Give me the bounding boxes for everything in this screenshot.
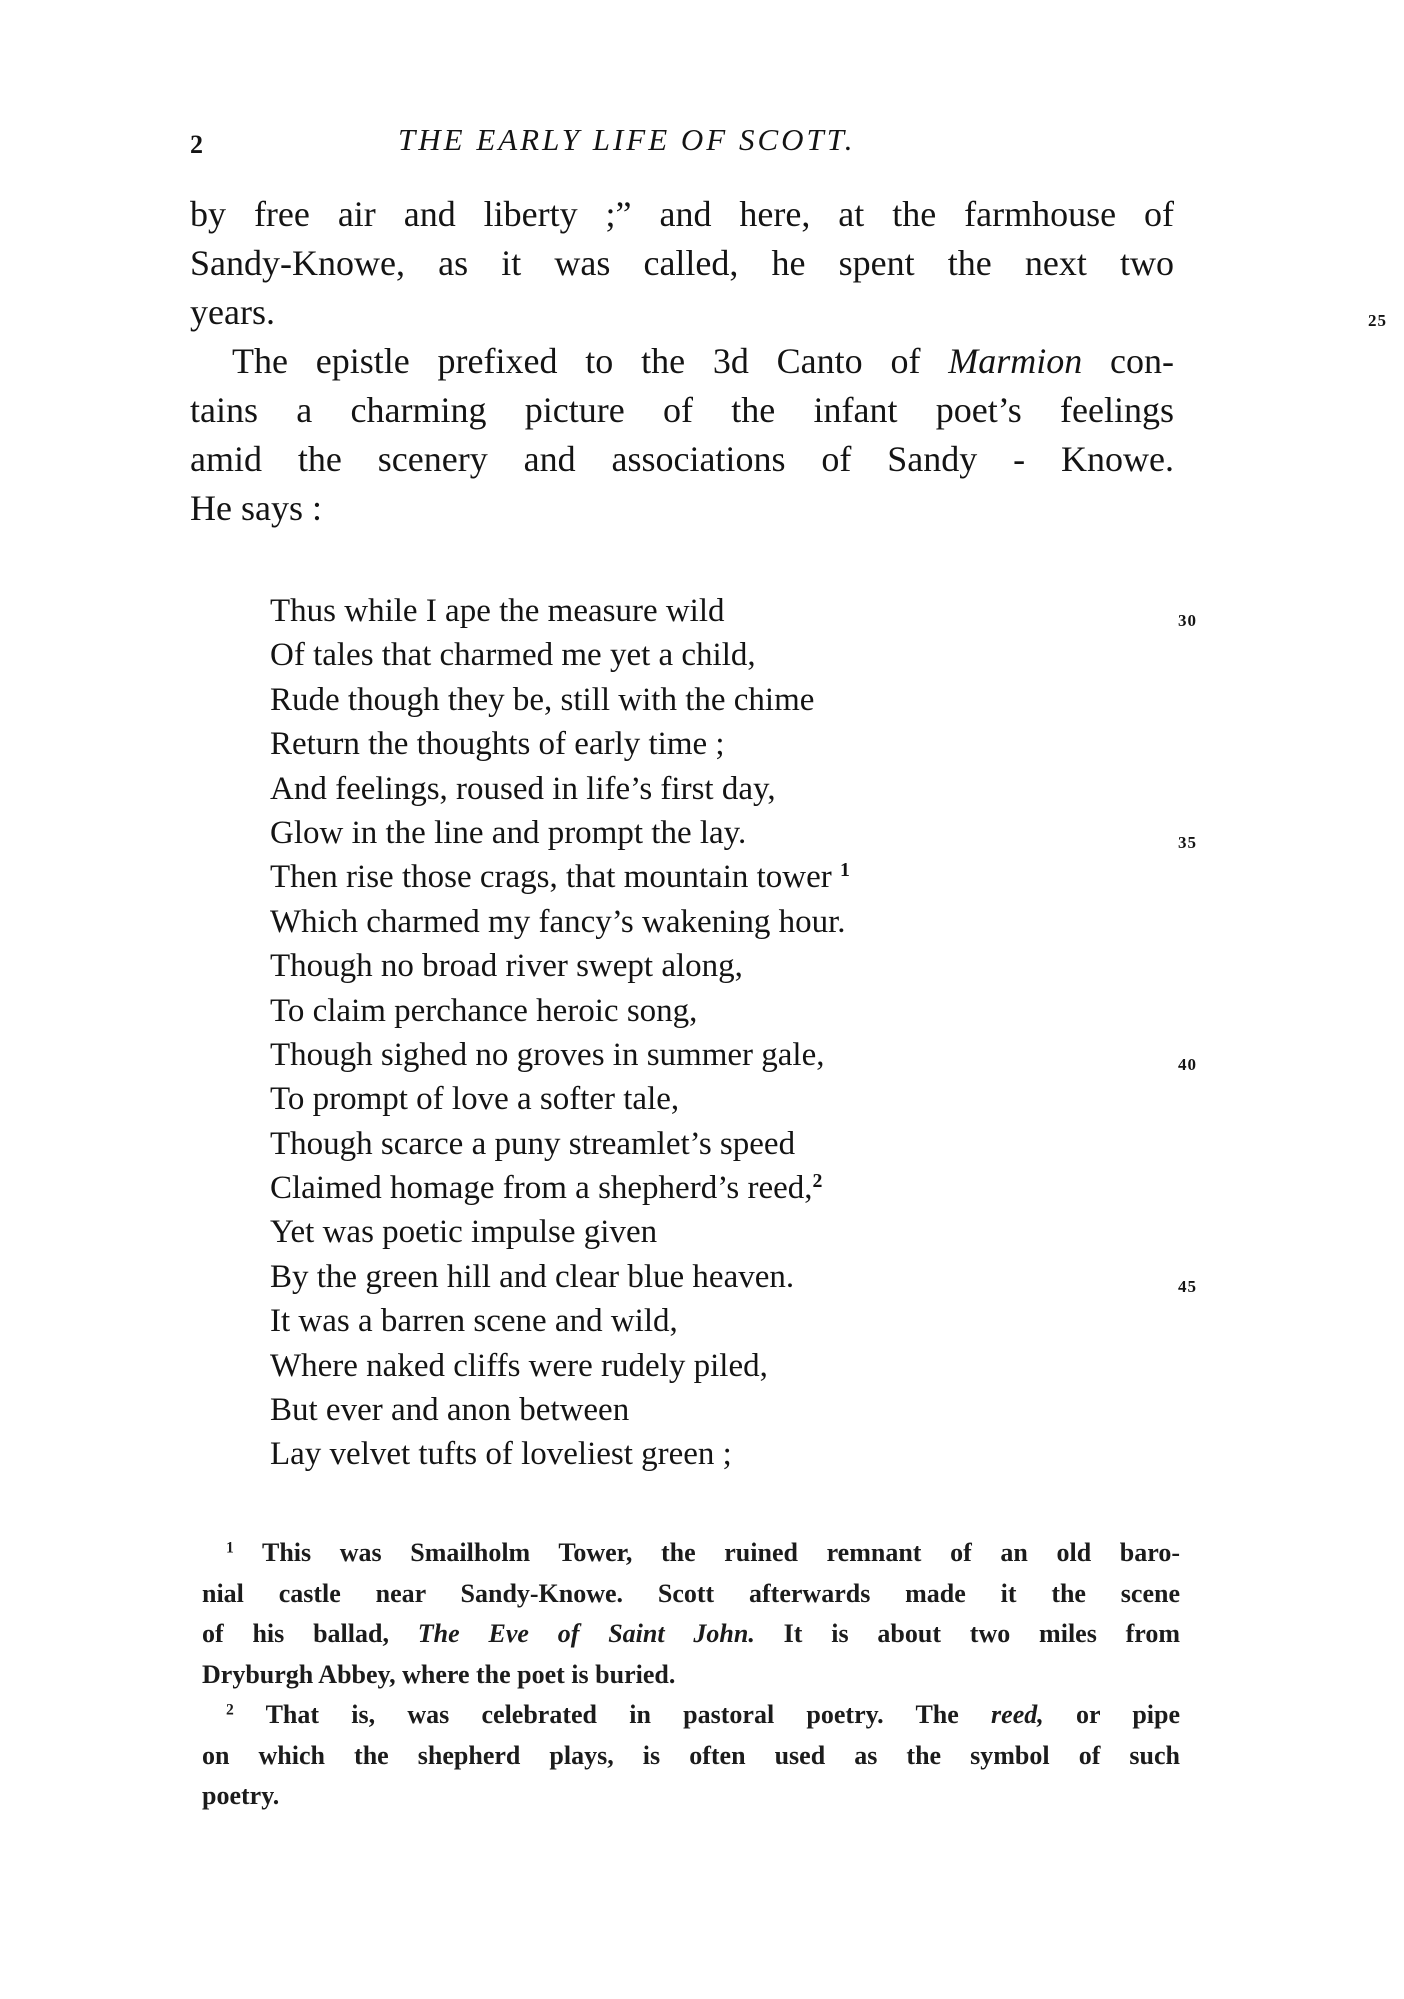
verse-line <box>270 1255 1197 1299</box>
footnote-ref: 2 <box>812 1170 823 1193</box>
footnote-2 <box>202 1695 1180 1736</box>
verse-line: It was a barren scene and wild, <box>270 1303 678 1340</box>
verse-line: Lay velvet tufts of loveliest green ; <box>270 1436 732 1473</box>
prose-line: tains a charming picture of the infant poet’s feelings <box>190 390 1174 430</box>
running-title: THE EARLY LIFE OF SCOTT. <box>398 122 856 157</box>
footnote-text: or pipe <box>1076 1700 1180 1729</box>
verse-line: Though scarce a puny streamlet’s speed <box>270 1125 796 1162</box>
verse-line <box>270 855 1170 899</box>
verse-line <box>270 589 1197 633</box>
prose-line <box>190 288 1387 337</box>
verse-line: Return the thoughts of early time ; <box>270 726 725 763</box>
verse-line: Though no broad river swept along, <box>270 948 743 985</box>
verse-text: By the green hill and clear blue heaven. <box>270 1258 795 1295</box>
footnote-ref: 1 <box>840 859 850 882</box>
footnote-line: Dryburgh Abbey, where the poet is buried. <box>202 1659 676 1689</box>
verse-line <box>270 811 1197 855</box>
work-title: The Eve of Saint John. <box>417 1619 755 1648</box>
prose-text: The epistle prefixed to the 3d Canto of <box>232 341 949 381</box>
line-number: 25 <box>1368 311 1387 330</box>
footnote-text: of his ballad, <box>202 1619 418 1648</box>
footnote-line <box>202 1614 1180 1655</box>
line-number: 35 <box>1178 832 1197 852</box>
line-number: 45 <box>1178 1276 1197 1296</box>
prose-line: He says : <box>190 488 322 528</box>
verse-text: Then rise those crags, that mountain tower <box>270 859 832 896</box>
footnote-line: poetry. <box>202 1781 280 1810</box>
verse-line: Rude though they be, still with the chime <box>270 681 815 718</box>
verse-text: Claimed homage from a shepherd’s reed, <box>270 1170 813 1207</box>
line-number: 40 <box>1178 1054 1197 1074</box>
prose-paragraphs <box>190 190 1387 533</box>
emphasis-word: reed, <box>991 1700 1044 1729</box>
prose-line: amid the scenery and associations of Sandy - Knowe. <box>190 439 1174 479</box>
poem-quotation <box>270 589 1197 1477</box>
footnotes <box>202 1533 1180 1817</box>
footnote-line: on which the shepherd plays, is often used as the symbol of such <box>202 1740 1180 1770</box>
verse-line <box>270 1166 1170 1210</box>
verse-text: Glow in the line and prompt the lay. <box>270 814 747 851</box>
verse-line: Where naked cliffs were rudely piled, <box>270 1347 768 1384</box>
verse-line: To claim perchance heroic song, <box>270 992 698 1029</box>
work-title: Marmion <box>948 341 1083 381</box>
page-number: 2 <box>190 130 203 159</box>
footnote-text: That is, was celebrated in pastoral poetry. The <box>265 1700 992 1729</box>
prose-line: by free air and liberty ;” and here, at the farmhouse of <box>190 194 1174 234</box>
line-number: 30 <box>1178 611 1197 630</box>
footnote-line: nial castle near Sandy-Knowe. Scott afterwards made it the scene <box>202 1578 1180 1608</box>
verse-line: And feelings, roused in life’s first day, <box>270 770 776 807</box>
footnote-1 <box>202 1533 1180 1574</box>
verse-text: Though sighed no groves in summer gale, <box>270 1036 825 1073</box>
verse-line: Of tales that charmed me yet a child, <box>270 637 756 674</box>
verse-line: Yet was poetic impulse given <box>270 1214 658 1251</box>
prose-text: con- <box>1110 341 1174 381</box>
verse-line: Which charmed my fancy’s wakening hour. <box>270 903 846 940</box>
verse-line <box>270 1033 1197 1077</box>
verse-line: To prompt of love a softer tale, <box>270 1081 680 1118</box>
footnote-text: It is about two miles from <box>783 1619 1180 1648</box>
footnote-marker: 2 <box>226 1701 234 1719</box>
verse-text: Thus while I ape the measure wild <box>270 593 725 629</box>
footnote-marker: 1 <box>226 1539 234 1557</box>
prose-line-text: years. <box>190 292 275 332</box>
running-head <box>190 122 1200 162</box>
prose-line: Sandy-Knowe, as it was called, he spent the next two <box>190 243 1174 283</box>
prose-line <box>190 337 1174 386</box>
footnote-text: This was Smailholm Tower, the ruined remnant of an old baro- <box>261 1538 1180 1567</box>
verse-line: But ever and anon between <box>270 1392 630 1429</box>
